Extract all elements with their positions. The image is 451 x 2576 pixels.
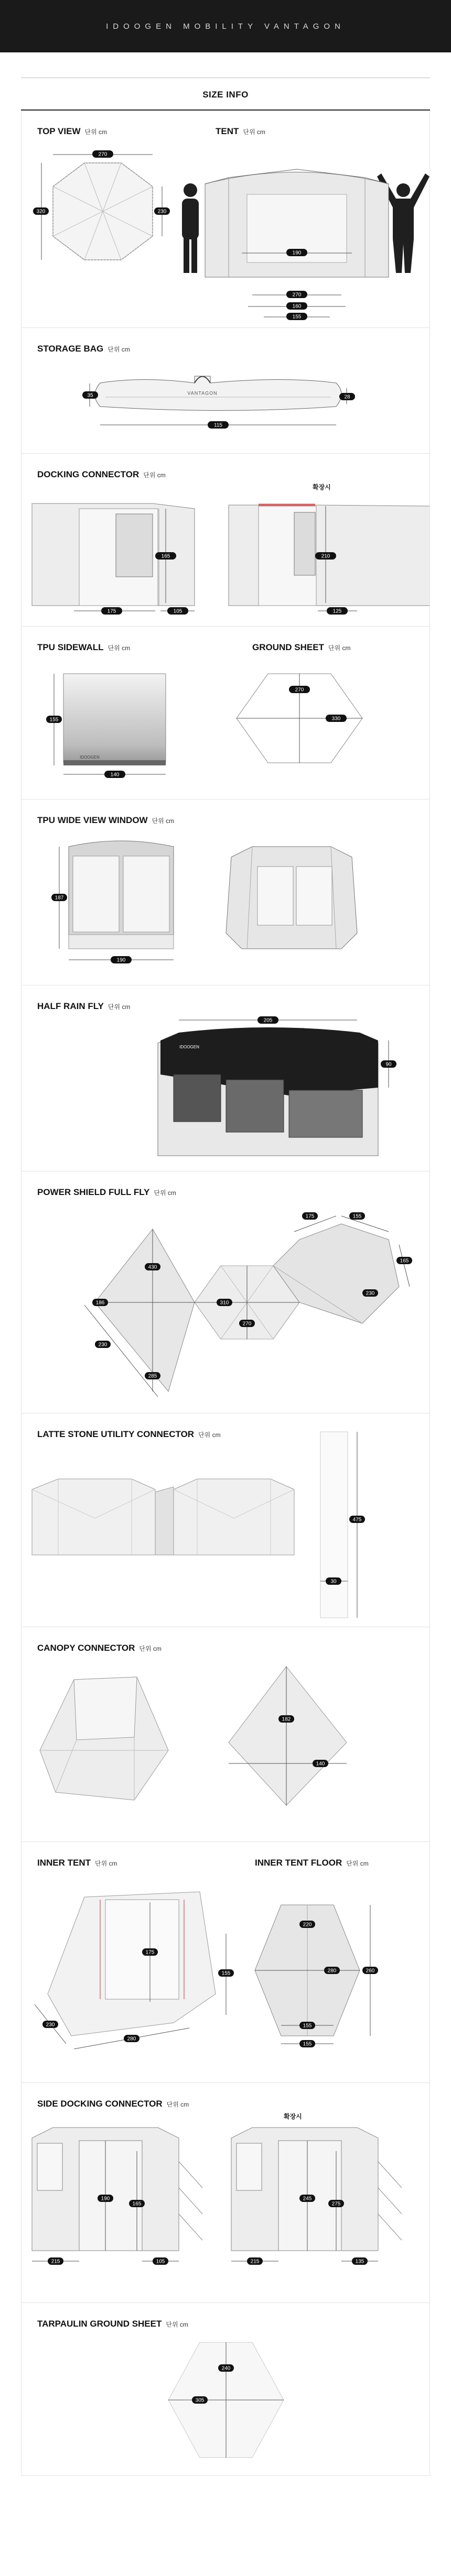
section-unit: 단위 cm — [108, 346, 130, 353]
full-fly-drawing — [22, 1171, 429, 1413]
dim-label: 285 — [148, 1373, 157, 1379]
dim-label: 175 — [107, 608, 116, 615]
dim-label: 186 — [95, 1300, 105, 1306]
dim-label: 90 — [385, 1061, 392, 1068]
section-title: INNER TENT — [37, 1858, 91, 1868]
dim-label: 220 — [303, 1922, 312, 1928]
dim-label: 270 — [242, 1321, 252, 1327]
dim-label: 320 — [36, 209, 46, 215]
sub-title: TENT — [216, 126, 239, 136]
dim-label: 155 — [303, 2023, 312, 2029]
dim-label: 270 — [292, 292, 302, 298]
dim-label: 310 — [220, 1300, 229, 1306]
dim-label: 230 — [98, 1342, 108, 1348]
section-unit: 단위 cm — [84, 128, 108, 136]
section-title: STORAGE BAG — [37, 344, 104, 354]
docking-connector-drawing — [22, 454, 429, 627]
dim-label: 35 — [87, 392, 93, 399]
dim-label: 155 — [49, 717, 59, 723]
dim-label: 210 — [321, 553, 330, 560]
inner-tent-drawing — [22, 1842, 429, 2083]
dim-label: 190 — [101, 2196, 110, 2202]
section-unit: 단위 cm — [154, 1189, 176, 1197]
page-title: SIZE INFO — [202, 90, 249, 100]
section-title: SIDE DOCKING CONNECTOR — [37, 2099, 163, 2109]
dim-label: 270 — [98, 151, 108, 158]
section-storage-bag — [22, 328, 429, 454]
section-tarpaulin-ground-sheet — [22, 2303, 429, 2476]
sub-unit: 단위 cm — [243, 128, 265, 136]
dim-label: 215 — [51, 2259, 60, 2265]
dim-label: 28 — [344, 394, 350, 400]
section-unit: 단위 cm — [143, 472, 166, 479]
section-title: DOCKING CONNECTOR — [37, 469, 139, 479]
dim-label: 155 — [352, 1213, 362, 1220]
tarpaulin-drawing — [22, 2303, 429, 2476]
sub-title: INNER TENT FLOOR — [255, 1858, 342, 1868]
section-unit: 단위 cm — [198, 1431, 221, 1439]
dim-label: 280 — [127, 2036, 136, 2042]
section-latte-stone-connector — [22, 1413, 429, 1627]
section-unit: 단위 cm — [108, 644, 131, 652]
section-title: POWER SHIELD FULL FLY — [37, 1187, 150, 1197]
dim-label: 187 — [55, 895, 64, 901]
section-title: TPU WIDE VIEW WINDOW — [37, 815, 148, 825]
dim-label: 155 — [221, 1970, 231, 1977]
half-rain-fly-drawing — [22, 985, 429, 1171]
dim-label: 215 — [250, 2259, 260, 2265]
dim-label: 135 — [355, 2259, 364, 2265]
dim-label: 190 — [292, 250, 302, 256]
dim-label: 305 — [195, 2397, 205, 2404]
wall-brand: IDOOGEN — [80, 755, 100, 760]
dim-label: 330 — [331, 716, 341, 722]
dim-label: 230 — [46, 2022, 55, 2028]
section-tpu-wide-view-window — [22, 799, 429, 985]
dim-label: 30 — [330, 1579, 337, 1585]
title-block — [21, 78, 430, 111]
section-canopy-connector — [22, 1627, 429, 1842]
dim-label: 155 — [292, 314, 302, 320]
dim-label: 240 — [221, 2365, 231, 2372]
section-unit: 단위 cm — [108, 1003, 131, 1011]
sub-unit: 단위 cm — [328, 644, 351, 652]
section-unit: 단위 cm — [95, 1860, 117, 1867]
section-power-shield-full-fly — [22, 1171, 429, 1413]
dim-label: 165 — [161, 553, 170, 560]
dim-label: 205 — [263, 1017, 273, 1024]
section-tpu-sidewall — [22, 627, 429, 799]
section-title: TOP VIEW — [37, 126, 81, 136]
sub-unit: 단위 cm — [346, 1860, 369, 1867]
bag-brand: VANTAGON — [187, 390, 218, 396]
dim-label: 260 — [366, 1968, 375, 1974]
expand-label: 확장시 — [284, 2113, 302, 2120]
storage-bag-drawing — [22, 328, 429, 454]
section-title: CANOPY CONNECTOR — [37, 1643, 135, 1653]
dim-label: 125 — [332, 608, 342, 615]
sub-title: GROUND SHEET — [252, 642, 324, 652]
expand-label: 확장시 — [313, 484, 331, 491]
section-half-rain-fly — [22, 985, 429, 1171]
section-title: LATTE STONE UTILITY CONNECTOR — [37, 1429, 195, 1439]
dim-label: 165 — [132, 2201, 142, 2207]
section-title: HALF RAIN FLY — [37, 1001, 104, 1011]
dim-label: 230 — [157, 209, 167, 215]
dim-label: 105 — [156, 2259, 165, 2265]
dim-label: 175 — [305, 1213, 315, 1220]
dim-label: 160 — [292, 303, 302, 310]
tpu-sidewall-drawing — [22, 627, 429, 799]
tpu-window-drawing — [22, 799, 429, 985]
section-side-docking-connector — [22, 2083, 429, 2303]
section-title: TARPAULIN GROUND SHEET — [37, 2319, 162, 2329]
size-info-sections — [21, 111, 430, 2476]
section-top-view — [22, 111, 429, 328]
section-unit: 단위 cm — [166, 2321, 188, 2328]
dim-label: 475 — [352, 1517, 362, 1523]
dim-label: 230 — [366, 1290, 375, 1297]
section-title: TPU SIDEWALL — [37, 642, 104, 652]
dim-label: 115 — [214, 422, 222, 429]
dim-label: 140 — [110, 772, 120, 778]
section-unit: 단위 cm — [152, 817, 175, 825]
fly-brand: IDOOGEN — [179, 1045, 199, 1050]
section-docking-connector — [22, 454, 429, 627]
dim-label: 190 — [116, 957, 126, 963]
dim-label: 140 — [316, 1761, 325, 1767]
dim-label: 275 — [331, 2201, 341, 2207]
dim-label: 165 — [400, 1258, 409, 1264]
dim-label: 270 — [295, 687, 304, 693]
brand-name: IDOOGEN MOBILITY VANTAGON — [106, 21, 345, 31]
brand-header — [0, 0, 451, 52]
dim-label: 182 — [282, 1716, 291, 1723]
dim-label: 280 — [327, 1968, 337, 1974]
dim-label: 175 — [145, 1949, 155, 1956]
side-docking-drawing — [22, 2083, 429, 2303]
latte-connector-drawing — [22, 1413, 429, 1627]
section-unit: 단위 cm — [139, 1645, 162, 1652]
canopy-connector-drawing — [22, 1627, 429, 1842]
dim-label: 245 — [303, 2196, 312, 2202]
dim-label: 430 — [148, 1264, 157, 1270]
dim-label: 105 — [173, 608, 182, 615]
section-unit: 단위 cm — [166, 2101, 189, 2108]
dim-label: 155 — [303, 2041, 312, 2047]
section-inner-tent — [22, 1842, 429, 2083]
